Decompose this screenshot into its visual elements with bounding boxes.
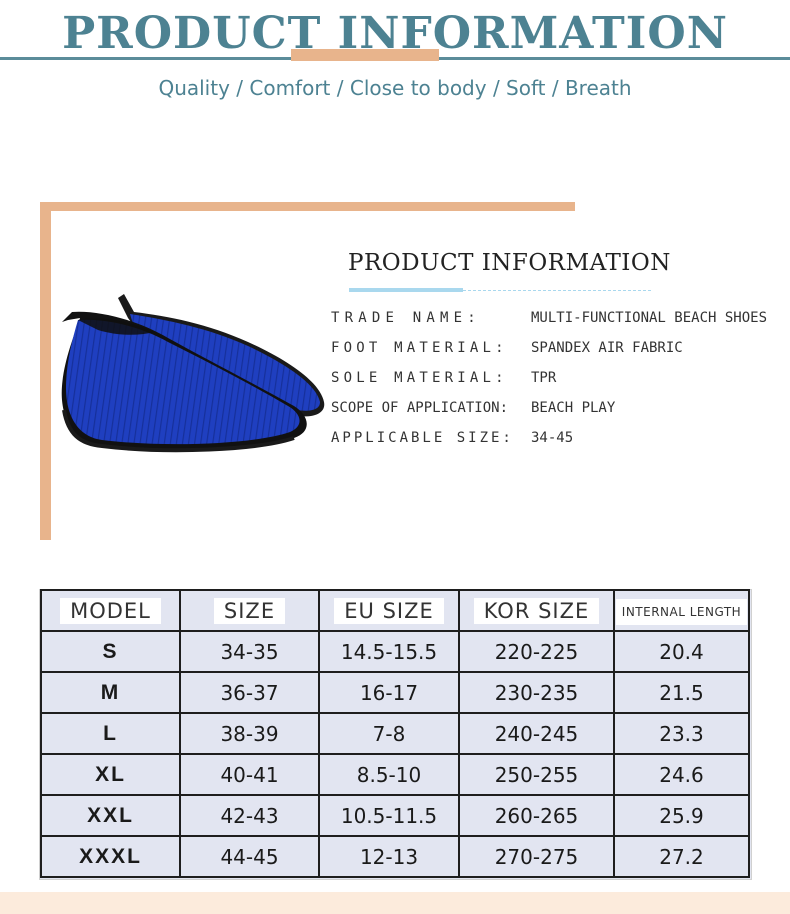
size-cell: 36-37 xyxy=(180,672,319,713)
internal-length-cell: 27.2 xyxy=(614,836,749,877)
spec-row-scope xyxy=(331,397,615,419)
kor-size-cell: 260-265 xyxy=(459,795,614,836)
table-header-cell xyxy=(180,590,319,631)
eu-size-cell: 7-8 xyxy=(319,713,459,754)
info-frame-left-bar xyxy=(40,202,51,540)
kor-size-cell: 250-255 xyxy=(459,754,614,795)
spec-value: 34-45 xyxy=(531,430,574,446)
eu-size-cell: 16-17 xyxy=(319,672,459,713)
eu-size-cell: 8.5-10 xyxy=(319,754,459,795)
spec-label: FOOT MATERIAL: xyxy=(331,340,508,356)
model-cell: XL xyxy=(41,754,180,795)
model-cell: M xyxy=(41,672,180,713)
internal-length-cell: 21.5 xyxy=(614,672,749,713)
internal-length-cell: 23.3 xyxy=(614,713,749,754)
info-frame-top-bar xyxy=(40,202,575,211)
size-cell: 38-39 xyxy=(180,713,319,754)
header-size: SIZE xyxy=(214,598,285,624)
eu-size-cell: 10.5-11.5 xyxy=(319,795,459,836)
kor-size-cell: 230-235 xyxy=(459,672,614,713)
spec-label: SCOPE OF APPLICATION: xyxy=(331,400,509,416)
info-section-title: PRODUCT INFORMATION xyxy=(348,250,671,276)
bottom-accent-strip xyxy=(0,892,790,914)
product-shoe-image xyxy=(58,290,330,455)
kor-size-cell: 240-245 xyxy=(459,713,614,754)
spec-row-applicable-size xyxy=(331,427,573,449)
table-header-cell xyxy=(459,590,614,631)
size-chart-table xyxy=(40,589,750,878)
table-row xyxy=(41,754,749,795)
table-row xyxy=(41,713,749,754)
page-title: PRODUCT INFORMATION xyxy=(62,8,728,59)
internal-length-cell: 25.9 xyxy=(614,795,749,836)
internal-length-cell: 24.6 xyxy=(614,754,749,795)
spec-row-sole-material xyxy=(331,367,556,389)
eu-size-cell: 14.5-15.5 xyxy=(319,631,459,672)
kor-size-cell: 270-275 xyxy=(459,836,614,877)
model-cell: L xyxy=(41,713,180,754)
kor-size-cell: 220-225 xyxy=(459,631,614,672)
spec-label: SOLE MATERIAL: xyxy=(331,370,508,386)
model-cell: XXL xyxy=(41,795,180,836)
size-cell: 34-35 xyxy=(180,631,319,672)
table-row xyxy=(41,672,749,713)
header-model: MODEL xyxy=(60,598,161,624)
spec-value: MULTI-FUNCTIONAL BEACH SHOES xyxy=(531,310,768,326)
info-title-underline xyxy=(349,288,463,292)
spec-value: SPANDEX AIR FABRIC xyxy=(531,340,683,356)
table-header-cell xyxy=(614,590,749,631)
table-header-cell xyxy=(319,590,459,631)
page-subtitle: Quality / Comfort / Close to body / Soft / Breath xyxy=(158,76,632,100)
table-header-cell xyxy=(41,590,180,631)
spec-row-foot-material xyxy=(331,337,683,359)
spec-row-trade-name xyxy=(331,307,767,329)
size-cell: 42-43 xyxy=(180,795,319,836)
size-cell: 44-45 xyxy=(180,836,319,877)
header-internal-length: INTERNAL LENGTH xyxy=(616,599,747,625)
spec-label: APPLICABLE SIZE: xyxy=(331,430,514,446)
spec-value: BEACH PLAY xyxy=(531,400,616,416)
table-row xyxy=(41,836,749,877)
size-cell: 40-41 xyxy=(180,754,319,795)
internal-length-cell: 20.4 xyxy=(614,631,749,672)
spec-value: TPR xyxy=(531,370,557,386)
table-header-row xyxy=(41,590,749,631)
header-kor-size: KOR SIZE xyxy=(474,598,600,624)
table-row xyxy=(41,795,749,836)
spec-label: TRADE NAME: xyxy=(331,310,481,326)
header-eu-size: EU SIZE xyxy=(334,598,444,624)
model-cell: XXXL xyxy=(41,836,180,877)
eu-size-cell: 12-13 xyxy=(319,836,459,877)
model-cell: S xyxy=(41,631,180,672)
info-title-dashed-line xyxy=(463,290,651,291)
table-row xyxy=(41,631,749,672)
